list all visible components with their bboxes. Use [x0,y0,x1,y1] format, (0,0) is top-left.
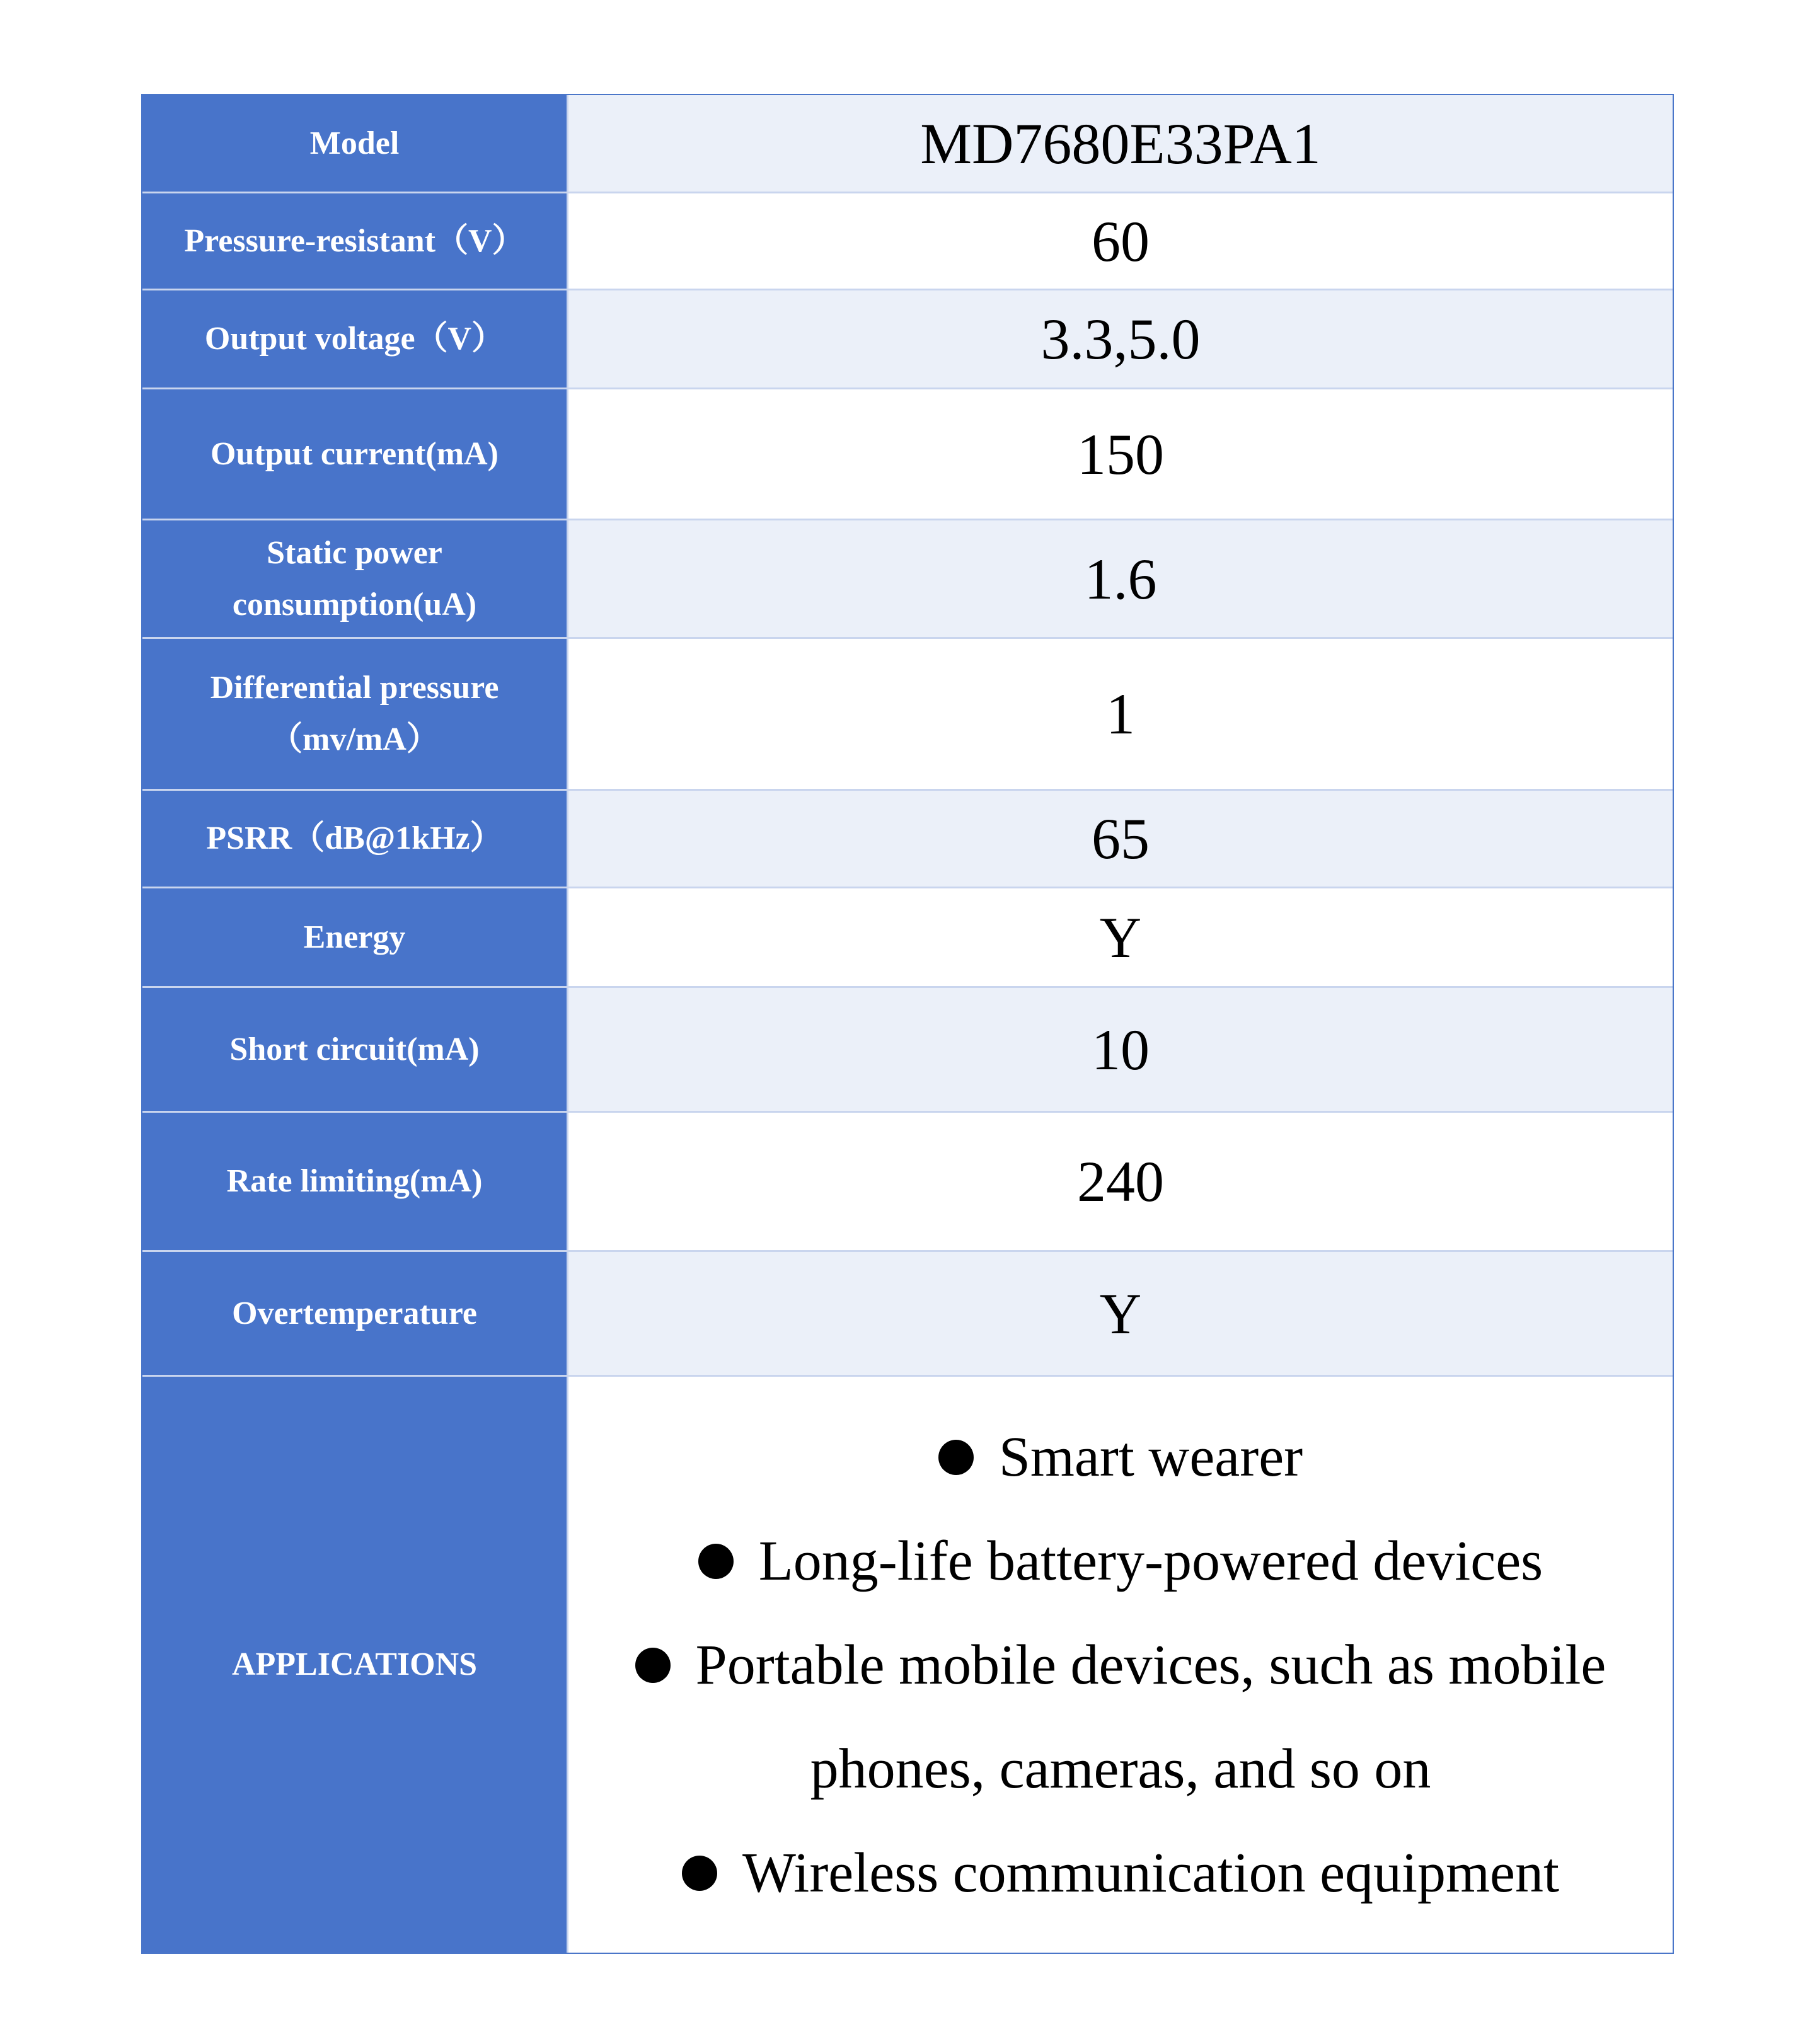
row-label: Overtemperature [142,1252,568,1375]
list-item [635,1613,1606,1717]
row-output-voltage [142,289,1673,388]
row-label: Static power consumption(uA) [142,520,568,637]
row-label: Energy [142,888,568,986]
row-value: 60 [1092,209,1150,273]
row-model [142,95,1673,192]
row-pressure-resistant [142,192,1673,289]
list-item-text: Long-life battery-powered devices [758,1529,1543,1592]
list-item-text: Smart wearer [998,1425,1303,1488]
list-item-continuation [810,1717,1431,1821]
list-item [682,1821,1559,1925]
row-value: 3.3,5.0 [568,290,1673,388]
row-label: PSRR（dB@1kHz） [142,791,568,887]
row-psrr [142,789,1673,887]
row-value: 1 [1106,682,1135,746]
row-label: Short circuit(mA) [142,988,568,1111]
row-value: 240 [1077,1149,1164,1214]
row-label: Pressure-resistant（V） [142,193,568,289]
list-item-text: phones, cameras, and so on [810,1737,1431,1800]
row-label: APPLICATIONS [142,1377,568,1953]
bullet-icon [698,1544,734,1579]
row-label: Differential pressure（mv/mA） [142,639,568,789]
row-static-power [142,519,1673,637]
bullet-icon [682,1856,717,1891]
row-label: Model [142,95,568,192]
row-value: 10 [568,988,1673,1111]
row-differential-pressure [142,637,1673,789]
row-applications [142,1375,1673,1953]
list-item [938,1405,1303,1509]
row-output-current [142,388,1673,519]
row-value: MD7680E33PA1 [568,95,1673,192]
row-rate-limiting [142,1111,1673,1250]
row-label: Output current(mA) [142,389,568,519]
bullet-icon [635,1648,671,1683]
row-value: 65 [568,791,1673,887]
applications-list [568,1377,1673,1953]
row-value: Y [568,1252,1673,1375]
list-item-text: Portable mobile devices, such as mobile [695,1633,1606,1696]
row-value: Y [1099,905,1142,970]
list-item [698,1509,1543,1613]
list-item-text: Wireless communication equipment [742,1841,1560,1904]
spec-table [141,94,1674,1954]
row-short-circuit [142,986,1673,1111]
row-energy [142,887,1673,986]
row-label: Output voltage（V） [142,290,568,388]
row-value: 150 [1077,422,1164,486]
row-overtemperature [142,1250,1673,1375]
row-value: 1.6 [568,520,1673,637]
row-label: Rate limiting(mA) [142,1113,568,1250]
bullet-icon [938,1440,974,1475]
